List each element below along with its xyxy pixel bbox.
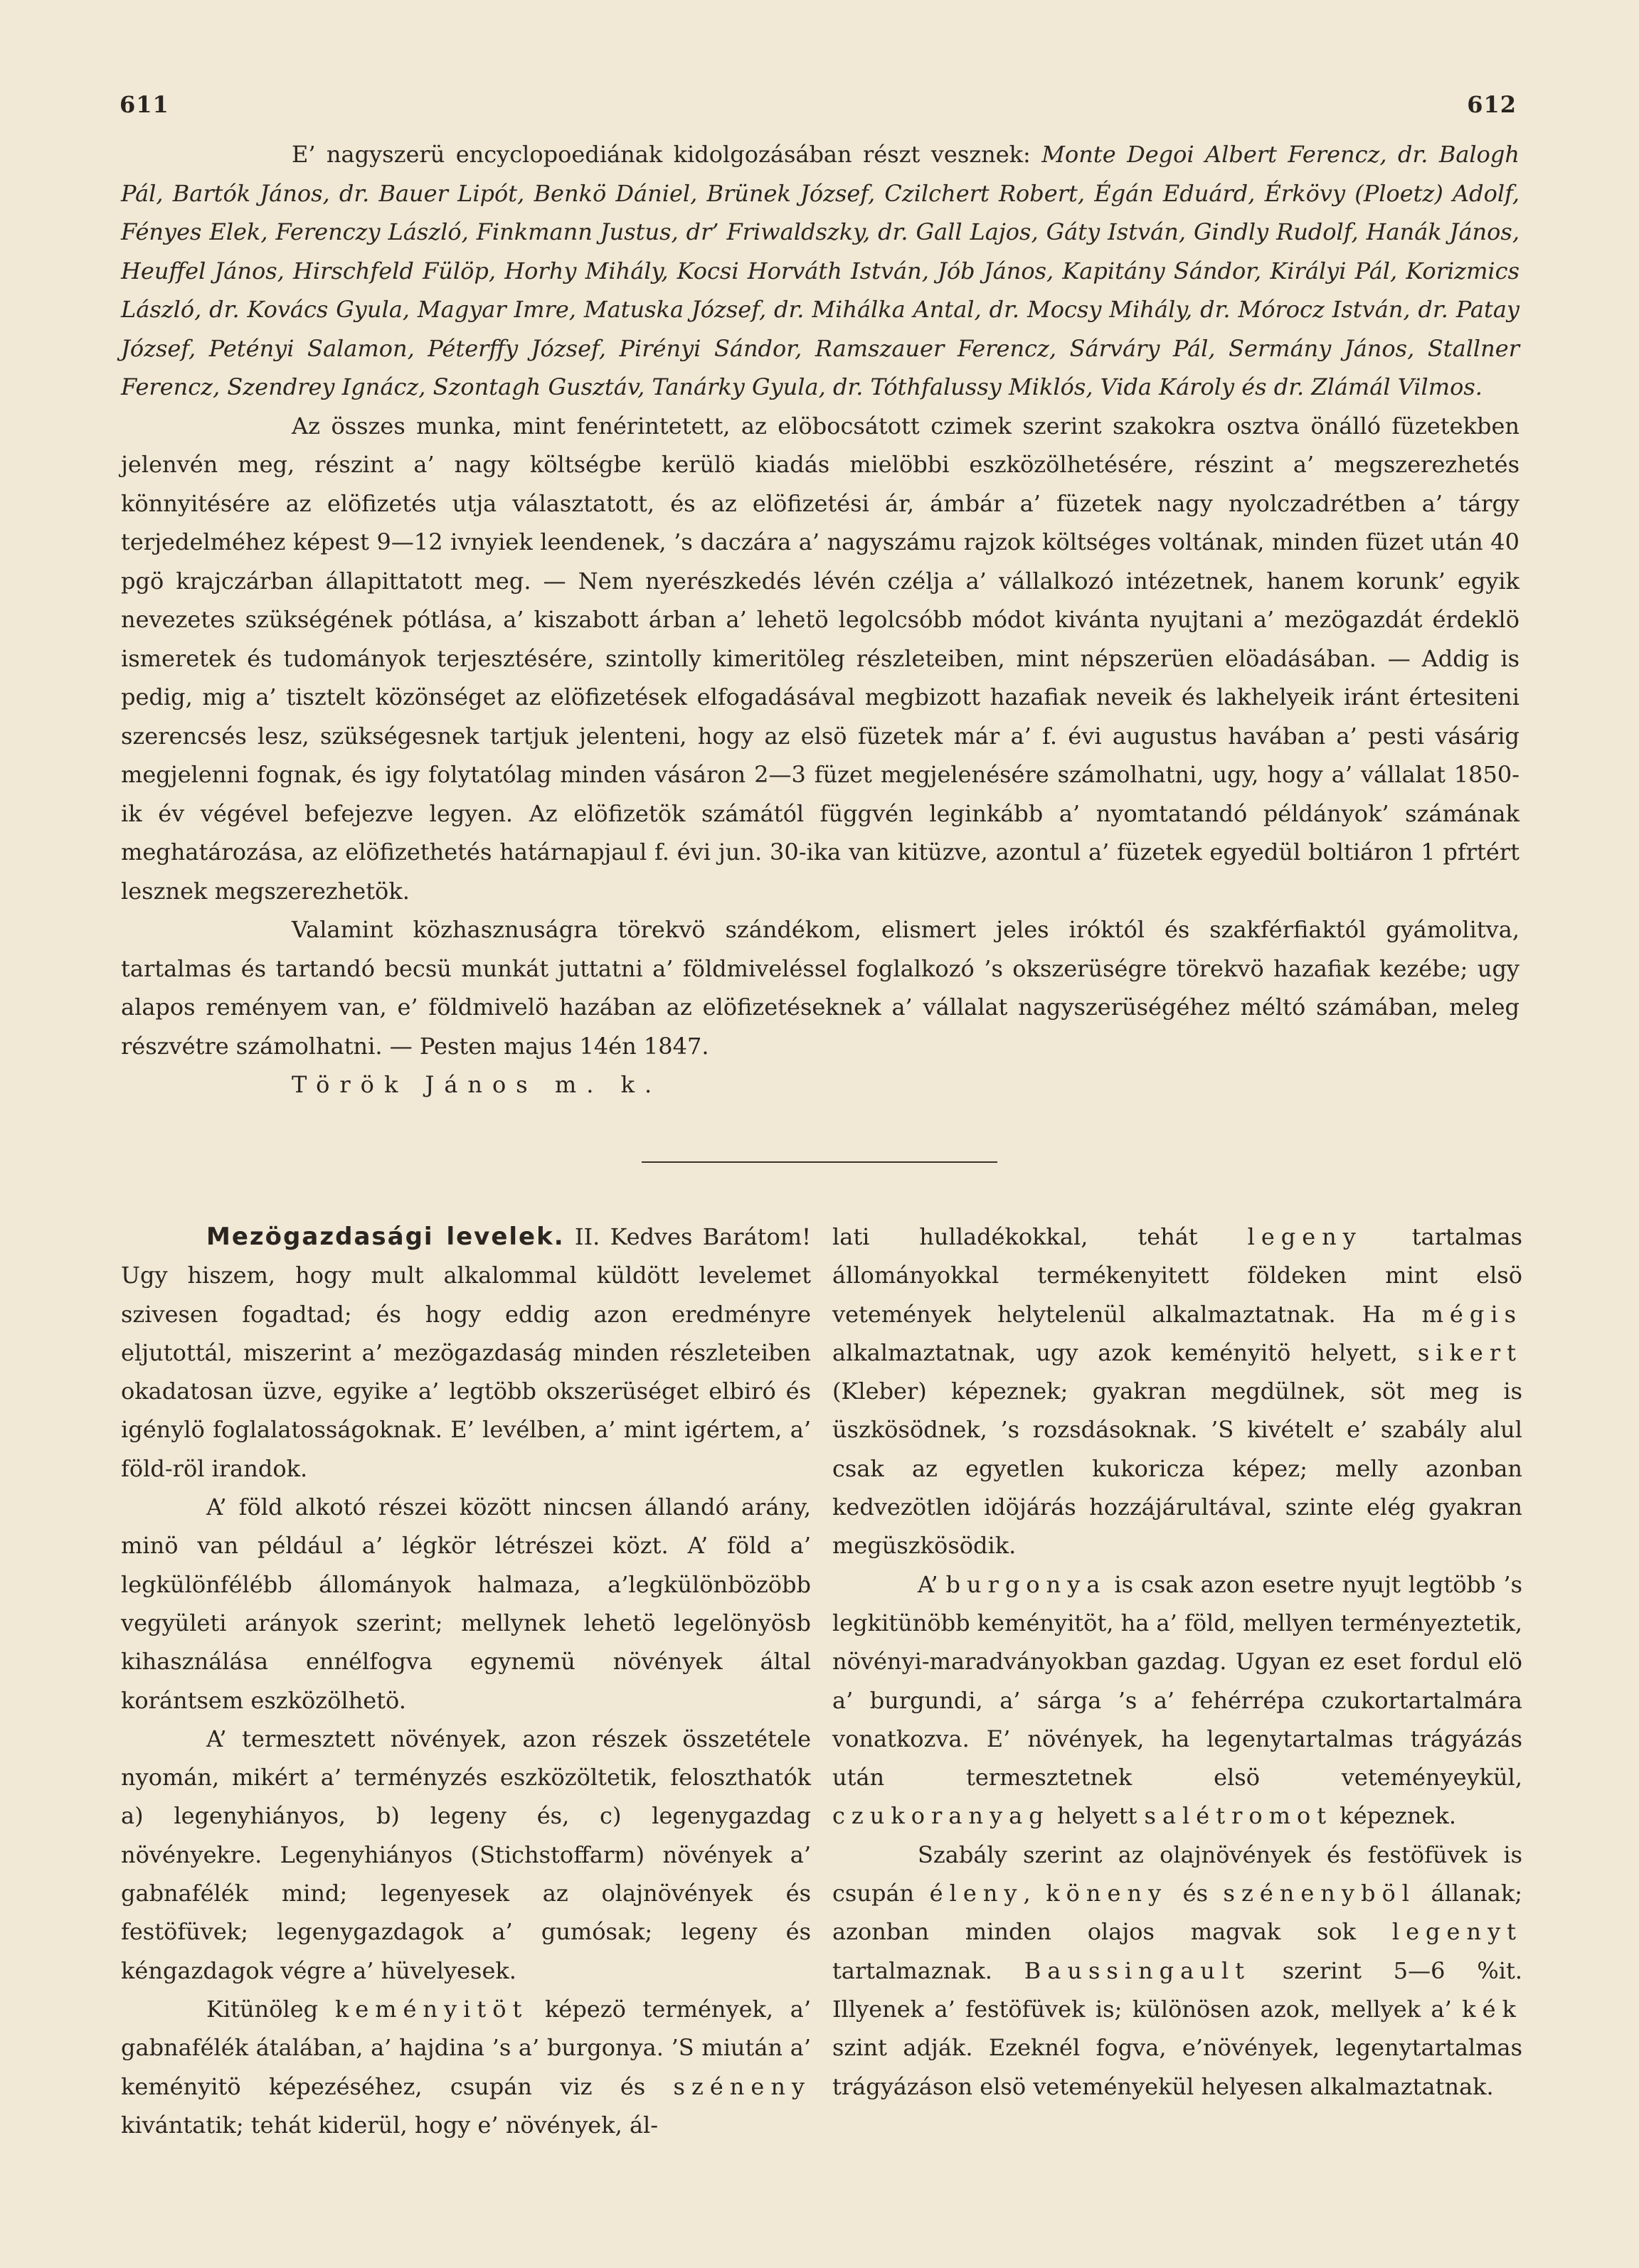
spaced-term: burgonya [945,1570,1107,1598]
text-run: tartalmas állományokkal termékenyitett földeken mint elsö vetemények helytelenül alkalmaztatnak. Ha [832,1223,1523,1328]
article-right-p2 [832,1565,1522,1836]
article-numeral: II. [574,1223,600,1250]
closing-paragraph: Valamint közhasznuságra törekvö szándékom, elismert jeles iróktól és szakférfiaktól gyámolitva, tartalmas és tartandó becsü munkát juttatni a’ földmiveléssel foglalkozó ’s okszerüségre törekvö hazafiak kezébe; ugy alapos reményem van, e’ földmivelö hazában az elöfizetéseknek a’ vállalat nagyszerüségéhez méltó számában, meleg részvétre számolhatni. — Pesten majus 14én 1847. [121,916,1519,1060]
text-run: állanak; azonban minden olajos magvak sok [832,1880,1522,1946]
article-column-left [121,1218,811,2144]
text-run: Szabály szerint az olajnövények és festöfüvek is csupán [832,1841,1522,1907]
article-left-p3: A’ termesztett növények, azon részek összetétele nyomán, mikért a’ terményzés eszközöltetik, feloszthatók a) legenyhiányos, b) legeny és, c) legenygazdag növényekre. Legenyhiányos (Stichstoffarm) növények a’ gabnafélék mind; legenyesek az olajnövények és festöfüvek; legenygazdagok a’ gumósak; legeny és kéngazdagok végre a’ hüvelyesek. [121,1725,811,1984]
announcement-block [121,135,1519,1104]
page-number-left: 611 [120,91,169,118]
signature: Török János m. k. [292,1071,662,1098]
spaced-term: czukoranyag [832,1802,1050,1830]
text-run: tartalmaznak. [832,1956,1024,1984]
text-run: (Kleber) képeznek; gyakran megdülnek, söt meg is üszkösödnek, ’s rozsdásoknak. ’S kivételt e’ szabály alul csak az egyetlen kukoricza képez; melly azonban kedvezötlen idöjárás hozzájárultával, szinte elég gyakran megüszkösödik. [832,1378,1522,1560]
article-column-right [832,1218,1522,2106]
spaced-term: legenyt [1391,1918,1522,1946]
spaced-term: éleny [929,1880,1024,1907]
contributors-names: Monte Degoi Albert Ferencz, dr. Balogh Pál, Bartók János, dr. Bauer Lipót, Benkö Dániel, Brünek József, Czilchert Robert, Égán Eduárd, Érkövy (Ploetz) Adolf, Fényes Elek, Ferenczy László, Finkmann Justus, dr’ Friwaldszky, dr. Gall Lajos, Gáty István, Gindly Rudolf, Hanák János, Heuffel János, Hirschfeld Fülöp, Horhy Mihály, Kocsi Horváth István, Jób János, Kapitány Sándor, Királyi Pál, Korizmics László, dr. Kovács Gyula, Magyar Imre, Matuska József, dr. Mihálka Antal, dr. Mocsy Mihály, dr. Mórocz István, dr. Patay József, Petényi Salamon, Péterffy József, Pirényi Sándor, Ramszauer Ferencz, Sárváry Pál, Sermány János, Stallner Ferencz, Szendrey Ignácz, Szontagh Gusztáv, Tanárky Gyula, dr. Tóthfalussy Miklós, Vida Károly és dr. Zlámál Vilmos. [121,141,1520,400]
section-divider [642,1161,997,1163]
text-run: szerint 5—6 %it. Illyenek a’ festöfüvek is; különösen azok, mellyek a’ [832,1956,1523,2023]
spaced-term: legeny [1247,1223,1362,1250]
article-right-p1 [832,1218,1522,1565]
spaced-term: keményitöt [334,1995,529,2023]
article-title: Mezögazdasági levelek. [206,1223,565,1251]
text-run: szint adják. Ezeknél fogva, e’növények, legenytartalmas trágyázáson elsö veteményekül helyesen alkalmaztatnak. [832,2034,1522,2100]
spaced-term: salétromot [1144,1802,1333,1830]
subscription-paragraph: Az összes munka, mint fenérintetett, az elöbocsátott czimek szerint szakokra osztva önálló füzetekben jelenvén meg, részint a’ nagy költségbe kerülö kiadás mielöbbi eszközölhetésére, részint a’ megszerezhetés könnyitésére az elöfizetés utja választatott, és az elöfizetési ár, ámbár a’ füzetek nagy nyolczadrétben a’ tárgy terjedelméhez képest 9—12 ivnyiek leendenek, ’s daczára a’ nagyszámu rajzok költséges voltának, minden füzet után 40 pgö krajczárban állapittatott meg. — Nem nyerészkedés lévén czélja a’ vállalkozó intézetnek, hanem korunk’ egyik nevezetes szükségének pótlása, a’ kiszabott árban a’ lehetö legolcsóbb módot kivánta nyujtani a’ mezögazdát érdeklö ismeretek és tudományok terjesztésére, szintolly kimeritöleg részleteiben, mint népszerüen elöadásában. — Addig is pedig, mig a’ tisztelt közönséget az elöfizetések elfogadásával megbizott hazafiak neveik és lakhelyeik iránt értesiteni szerencsés lesz, szükségesnek tartjuk jelenteni, hogy az elsö füzetek már a’ f. évi augustus havában a’ pesti vásárig megjelenni fognak, és igy folytatólag minden vásáron 2—3 füzet megjelenésére számolhatni, ugy, hogy a’ vállalat 1850-ik év végével befejezve legyen. Az elöfizetök számától függvén leginkább a’ nyomtatandó példányok’ számának meghatározása, az elöfizethetés határnapjaul f. évi jun. 30-ika van kitüzve, azontul a’ füzetek egyedül boltiáron 1 pfrtért lesznek megszerezhetök. [121,412,1519,905]
text-run: alkalmaztatnak, ugy azok keményitö helyett, [832,1338,1418,1366]
spaced-term: szénenyböl [1223,1880,1416,1907]
text-run: helyett [1049,1802,1145,1830]
text-run: kivántatik; tehát kiderül, hogy e’ növények, ál- [121,2111,659,2139]
article-left-p1: Kedves Barátom! Ugy hiszem, hogy mult alkalommal küldött levelemet szivesen fogadtad; és hogy eddig azon eredményre eljutottál, miszerint a’ mezögazdaság minden részleteiben okadatosan üzve, egyike a’ legtöbb okszerüséget elbiró és igénylö foglalatosságoknak. E’ levélben, a’ mint igértem, a’ föld-röl irandok. [121,1223,811,1482]
spaced-term: Baussingault [1024,1956,1251,1984]
article-right-p3 [832,1836,1522,2106]
article-left-p2: A’ föld alkotó részei között nincsen állandó arány, minö van például a’ légkör létrészei közt. A’ föld a’ legkülönfélébb állományok halmaza, a’legkülönbözöbb vegyületi arányok szerint; mellynek lehetö legelönyösb kihasználása ennélfogva egynemü növények által korántsem eszközölhetö. [121,1494,811,1714]
text-run: A’ [918,1570,946,1598]
page-number-right: 612 [1467,91,1517,118]
text-run: is csak azon esetre nyujt legtöbb ’s legkitünöbb keményitöt, ha a’ föld, mellyen terményeztetik, növényi-maradványokban gazdag. Ugyan ez eset fordul elö a’ burgundi, a’ sárga ’s a’ fehérrépa czukortartalmára vonatkozva. E’ növények, ha legenytartalmas trágyázás után termesztetnek elsö veteményeykül, [832,1570,1523,1791]
contributors-lead: E’ nagyszerü encyclopoediának kidolgozásában részt vesznek: [292,141,1031,168]
text-run: és [1167,1880,1224,1907]
text-run: lati hulladékokkal, tehát [832,1223,1248,1250]
spaced-term: mégis [1421,1300,1522,1328]
text-run: , [1023,1880,1046,1907]
spaced-term: széneny [673,2072,811,2100]
article-left-p4 [121,1990,811,2144]
spaced-term: köneny [1046,1880,1168,1907]
text-run: képezö termények, a’ gabnafélék átalában, a’ hajdina ’s a’ burgonya. ’S miután a’ keményitö képezéséhez, csupán viz és [121,1995,812,2100]
text-run: Kitünöleg [206,1995,335,2023]
article-opening-paragraph [121,1218,811,1488]
text-run: képeznek. [1332,1802,1456,1830]
contributors-paragraph [121,135,1519,407]
spaced-term: kék [1462,1995,1522,2023]
spaced-term: sikert [1417,1338,1522,1366]
